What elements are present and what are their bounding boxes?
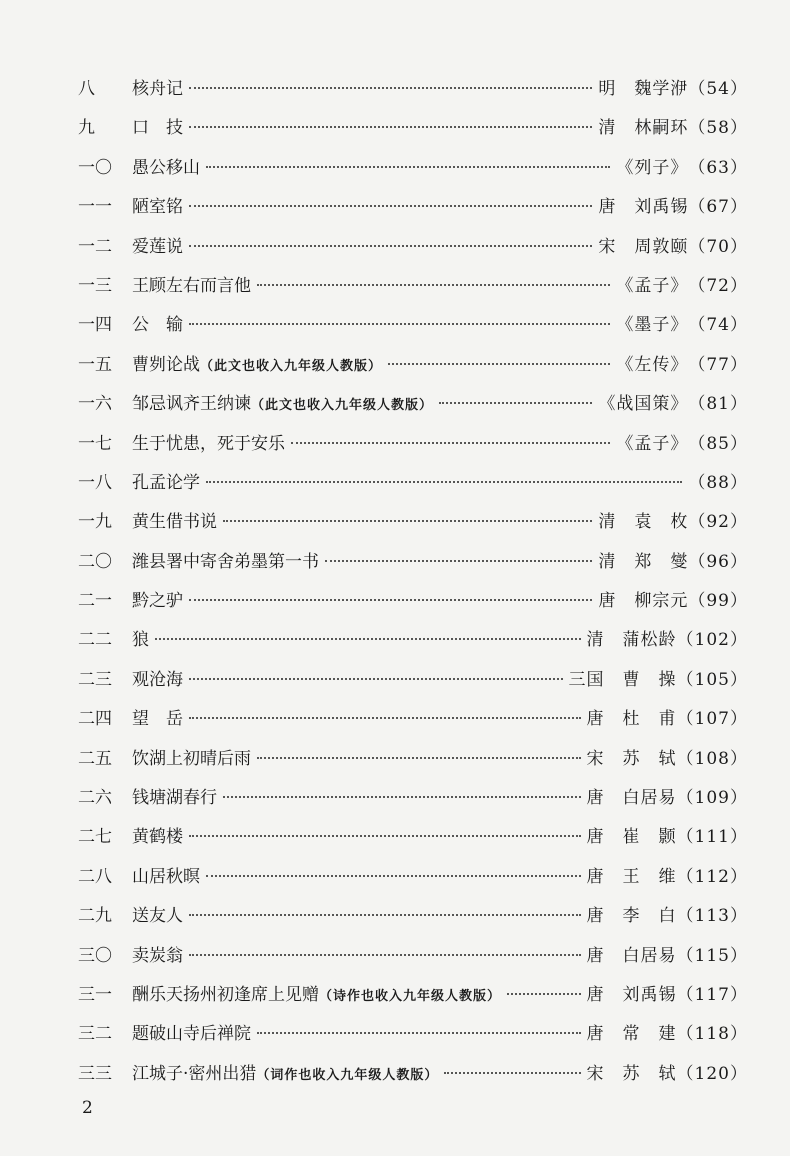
entry-page: （111）: [676, 827, 748, 848]
page-number: 2: [82, 1098, 93, 1118]
entry-title: 卖炭翁: [132, 945, 183, 966]
entry-source: 清 蒲松龄: [586, 630, 677, 651]
dot-leader: [189, 599, 592, 601]
entry-title: 孔孟论学: [132, 472, 200, 493]
toc-entry: [78, 385, 748, 424]
entry-page: （85）: [688, 433, 748, 454]
entry-page: （58）: [688, 118, 748, 139]
toc-entry: [78, 70, 748, 109]
toc-entry: [78, 937, 748, 976]
toc-entry: [78, 779, 748, 818]
entry-title: 黄鹤楼: [132, 827, 183, 848]
dot-leader: [189, 205, 592, 207]
entry-source: 唐 白居易: [586, 945, 677, 966]
toc-entry: [78, 818, 748, 857]
entry-number: 一六: [78, 394, 112, 415]
entry-title: 潍县署中寄舍弟墨第一书: [132, 551, 319, 572]
toc-entry: [78, 464, 748, 503]
dot-leader: [444, 1072, 580, 1074]
entry-title: 口 技: [132, 118, 183, 139]
entry-title: 钱塘湖春行: [132, 788, 217, 809]
dot-leader: [206, 166, 610, 168]
entry-source: 唐 刘禹锡: [598, 197, 689, 218]
toc-entry: [78, 976, 748, 1015]
entry-source: 《左传》: [616, 354, 689, 375]
entry-source: 宋 周敦颐: [598, 236, 689, 257]
entry-title: 酬乐天扬州初逢席上见赠: [132, 984, 319, 1005]
entry-title: 望 岳: [132, 709, 183, 730]
entry-page: （96）: [688, 551, 748, 572]
dot-leader: [189, 954, 581, 956]
entry-number: 三一: [78, 984, 112, 1005]
dot-leader: [257, 757, 581, 759]
entry-number: 二二: [78, 630, 112, 651]
dot-leader: [189, 717, 581, 719]
entry-source: 《战国策》: [598, 394, 689, 415]
dot-leader: [223, 796, 581, 798]
entry-source: 《孟子》: [616, 275, 689, 296]
dot-leader: [223, 520, 592, 522]
entry-source: 《墨子》: [616, 315, 689, 336]
toc-entry: [78, 228, 748, 267]
entry-title: 狼: [132, 630, 149, 651]
entry-number: 三三: [78, 1063, 112, 1084]
entry-number: 一三: [78, 275, 112, 296]
dot-leader: [189, 835, 581, 837]
entry-source: 明 魏学洢: [598, 79, 689, 99]
dot-leader: [257, 284, 610, 286]
table-of-contents: [78, 70, 748, 1094]
entry-page: （88）: [688, 472, 748, 493]
entry-page: （105）: [676, 669, 748, 690]
entry-title: 观沧海: [132, 669, 183, 690]
entry-page: （118）: [676, 1024, 748, 1045]
dot-leader: [206, 875, 581, 877]
entry-source: 唐 崔 颢: [586, 827, 677, 848]
entry-note: （此文也收入九年级人教版）: [200, 358, 383, 374]
entry-title: 愚公移山: [132, 157, 200, 178]
entry-page: （81）: [688, 394, 748, 415]
entry-source: 《列子》: [616, 157, 689, 178]
dot-leader: [189, 126, 592, 128]
toc-entry: [78, 661, 748, 700]
toc-entry: [78, 267, 748, 306]
entry-page: （112）: [676, 866, 748, 887]
entry-number: 九: [78, 118, 95, 139]
entry-title: 陋室铭: [132, 197, 183, 218]
entry-title: 江城子·密州出猎: [132, 1063, 257, 1084]
entry-number: 二九: [78, 906, 112, 927]
dot-leader: [439, 402, 592, 404]
entry-source: 清 袁 枚: [598, 512, 689, 533]
entry-page: （102）: [676, 630, 748, 651]
entry-page: （77）: [688, 354, 748, 375]
entry-number: 一〇: [78, 157, 112, 178]
dot-leader: [189, 323, 610, 325]
entry-source: 唐 王 维: [586, 866, 677, 887]
entry-page: （72）: [688, 275, 748, 296]
entry-title: 爱莲说: [132, 236, 183, 257]
dot-leader: [257, 1032, 581, 1034]
entry-page: （120）: [676, 1063, 748, 1084]
entry-page: （74）: [688, 315, 748, 336]
entry-page: （107）: [676, 709, 748, 730]
entry-number: 一七: [78, 433, 112, 454]
entry-number: 三二: [78, 1024, 112, 1045]
entry-number: 二七: [78, 827, 112, 848]
toc-entry: [78, 543, 748, 582]
entry-page: （54）: [688, 79, 748, 99]
entry-source: 唐 常 建: [586, 1024, 677, 1045]
entry-title: 核舟记: [132, 79, 183, 99]
entry-number: 八: [78, 79, 95, 99]
entry-number: 二〇: [78, 551, 112, 572]
entry-source: 唐 杜 甫: [586, 709, 677, 730]
dot-leader: [189, 87, 592, 89]
dot-leader: [189, 245, 592, 247]
entry-title: 公 输: [132, 315, 183, 336]
entry-source: 清 郑 燮: [598, 551, 689, 572]
toc-entry: [78, 188, 748, 227]
dot-leader: [507, 993, 581, 995]
entry-title: 送友人: [132, 906, 183, 927]
entry-page: （109）: [676, 788, 748, 809]
dot-leader: [325, 560, 592, 562]
toc-entry: [78, 582, 748, 621]
toc-entry: [78, 109, 748, 148]
entry-source: 唐 刘禹锡: [586, 984, 677, 1005]
toc-entry: [78, 306, 748, 345]
dot-leader: [206, 481, 682, 483]
entry-note: （词作也收入九年级人教版）: [256, 1067, 439, 1083]
entry-source: 《孟子》: [616, 433, 689, 454]
entry-number: 二五: [78, 748, 112, 769]
dot-leader: [155, 638, 581, 640]
entry-title: 题破山寺后禅院: [132, 1024, 251, 1045]
dot-leader: [189, 914, 581, 916]
toc-entry: [78, 1055, 748, 1094]
entry-number: 一一: [78, 197, 112, 218]
toc-entry: [78, 700, 748, 739]
entry-source: 唐 白居易: [586, 788, 677, 809]
entry-source: 唐 李 白: [586, 906, 677, 927]
entry-note: （诗作也收入九年级人教版）: [319, 988, 502, 1004]
entry-title: 山居秋暝: [132, 866, 200, 887]
entry-number: 二一: [78, 591, 112, 612]
entry-title: 王顾左右而言他: [132, 275, 251, 296]
entry-page: （99）: [688, 591, 748, 612]
entry-page: （70）: [688, 236, 748, 257]
dot-leader: [291, 442, 610, 444]
toc-entry: [78, 1015, 748, 1054]
entry-title: 邹忌讽齐王纳谏: [132, 394, 251, 415]
entry-title: 黄生借书说: [132, 512, 217, 533]
entry-source: 三国 曹 操: [568, 669, 677, 690]
toc-entry: [78, 425, 748, 464]
entry-number: 二八: [78, 866, 112, 887]
entry-page: （115）: [676, 945, 748, 966]
entry-page: （67）: [688, 197, 748, 218]
entry-number: 一八: [78, 472, 112, 493]
entry-title: 曹刿论战: [132, 354, 200, 375]
entry-number: 一九: [78, 512, 112, 533]
entry-number: 一二: [78, 236, 112, 257]
toc-entry: [78, 897, 748, 936]
entry-number: 三〇: [78, 945, 112, 966]
toc-entry: [78, 503, 748, 542]
entry-note: （此文也收入九年级人教版）: [251, 398, 434, 414]
entry-number: 二三: [78, 669, 112, 690]
entry-page: （92）: [688, 512, 748, 533]
entry-source: 唐 柳宗元: [598, 591, 689, 612]
toc-entry: [78, 858, 748, 897]
entry-number: 二四: [78, 709, 112, 730]
entry-number: 二六: [78, 788, 112, 809]
toc-entry: [78, 346, 748, 385]
entry-page: （117）: [676, 984, 748, 1005]
entry-source: 清 林嗣环: [598, 118, 689, 139]
entry-number: 一五: [78, 354, 112, 375]
entry-page: （63）: [688, 157, 748, 178]
toc-entry: [78, 740, 748, 779]
toc-entry: [78, 621, 748, 660]
entry-source: 宋 苏 轼: [586, 1063, 677, 1084]
entry-title: 饮湖上初晴后雨: [132, 748, 251, 769]
dot-leader: [388, 363, 610, 365]
entry-page: （113）: [676, 906, 748, 927]
entry-title: 黔之驴: [132, 591, 183, 612]
entry-page: （108）: [676, 748, 748, 769]
dot-leader: [189, 678, 563, 680]
entry-source: 宋 苏 轼: [586, 748, 677, 769]
entry-title: 生于忧患，死于安乐: [132, 433, 285, 454]
entry-number: 一四: [78, 315, 112, 336]
toc-entry: [78, 149, 748, 188]
